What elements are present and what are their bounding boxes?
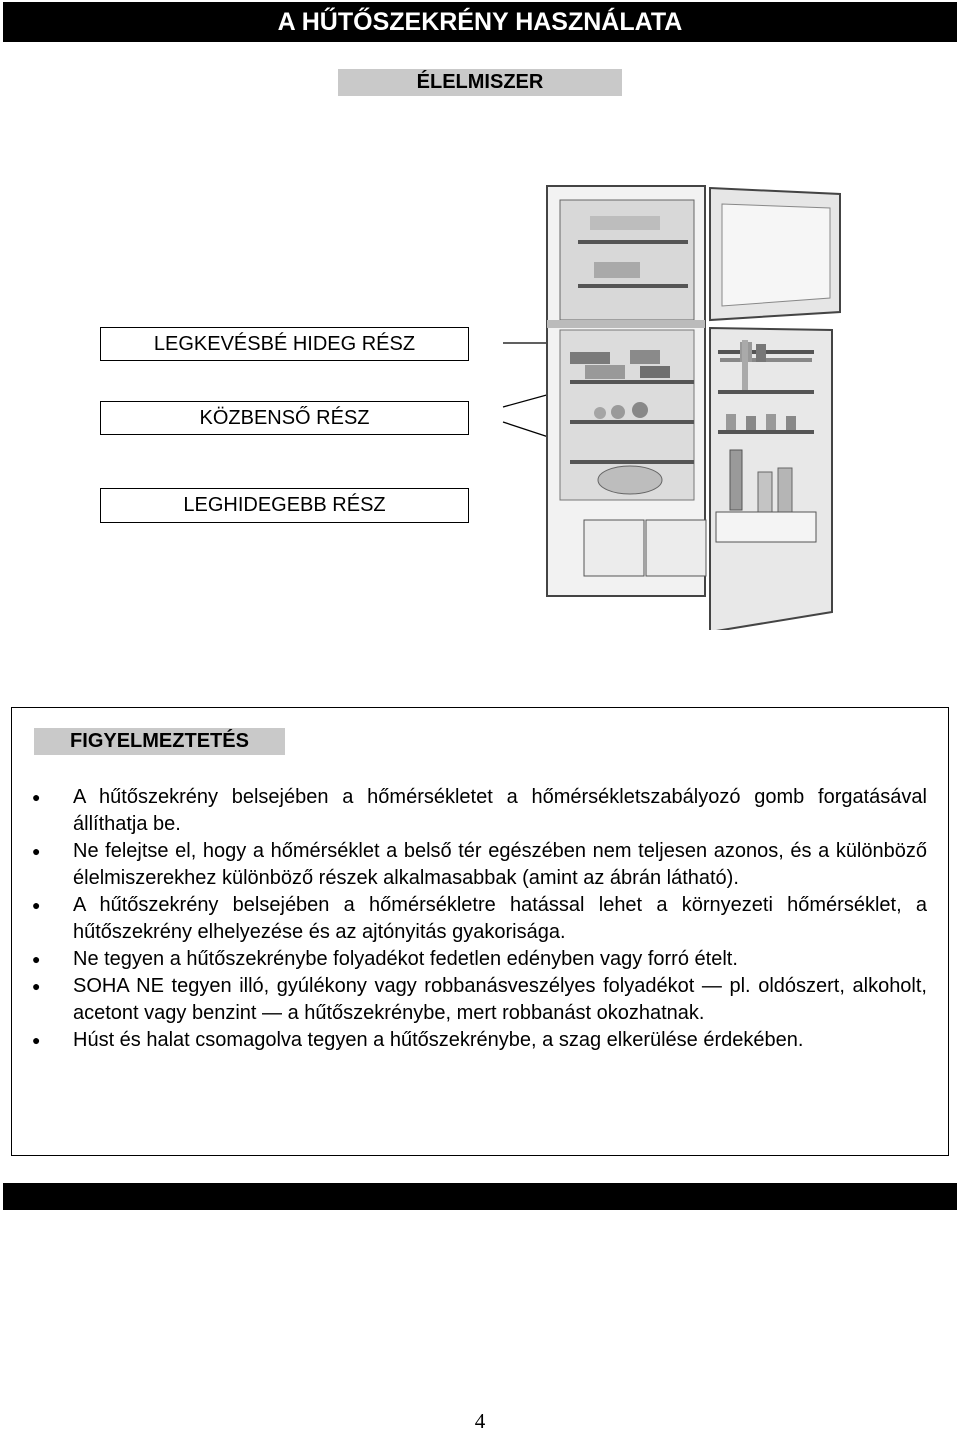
list-item-text: A hűtőszekrény belsejében a hőmérsékletre hatással lehet a környezeti hőmérséklet, a hűtőszekrény elhelyezése és az ajtónyitás gyakorisága. (73, 894, 927, 943)
warning-panel (11, 707, 949, 1156)
warning-title: FIGYELMEZTETÉS (34, 728, 285, 755)
list-item (12, 892, 948, 946)
list-item (12, 1027, 948, 1054)
bullet-icon: ● (32, 1032, 41, 1048)
bullet-icon: ● (32, 897, 41, 913)
zone-label-least-cold: LEGKEVÉSBÉ HIDEG RÉSZ (100, 327, 469, 361)
bullet-icon: ● (32, 843, 41, 859)
section-label: ÉLELMISZER (338, 69, 622, 96)
fridge-illustration (490, 180, 850, 630)
list-item (12, 838, 948, 892)
list-item-text: Ne tegyen a hűtőszekrénybe folyadékot fedetlen edényben vagy forró ételt. (73, 948, 738, 970)
warning-list (12, 784, 948, 1054)
bullet-icon: ● (32, 789, 41, 805)
list-item-text: SOHA NE tegyen illó, gyúlékony vagy robbanásveszélyes folyadékot — pl. oldószert, alkoholt, acetont vagy benzint — a hűtőszekrénybe, mert robbanást okozhatnak. (73, 975, 927, 1024)
list-item (12, 784, 948, 838)
bullet-icon: ● (32, 951, 41, 967)
list-item-text: Húst és halat csomagolva tegyen a hűtőszekrénybe, a szag elkerülése érdekében. (73, 1029, 804, 1051)
bullet-icon: ● (32, 978, 41, 994)
list-item-text: A hűtőszekrény belsejében a hőmérsékletet a hőmérsékletszabályozó gomb forgatásával állíthatja be. (73, 786, 927, 835)
page-number: 4 (474, 1409, 486, 1433)
page-title: A HŰTŐSZEKRÉNY HASZNÁLATA (3, 2, 957, 42)
zone-label-middle: KÖZBENSŐ RÉSZ (100, 401, 469, 435)
footer-bar (3, 1183, 957, 1210)
list-item-text: Ne felejtse el, hogy a hőmérséklet a belső tér egészében nem teljesen azonos, és a különböző élelmiszerekhez különböző részek alkalmasabbak (amint az ábrán látható). (73, 840, 927, 889)
list-item (12, 946, 948, 973)
zone-label-coldest: LEGHIDEGEBB RÉSZ (100, 488, 469, 523)
list-item (12, 973, 948, 1027)
